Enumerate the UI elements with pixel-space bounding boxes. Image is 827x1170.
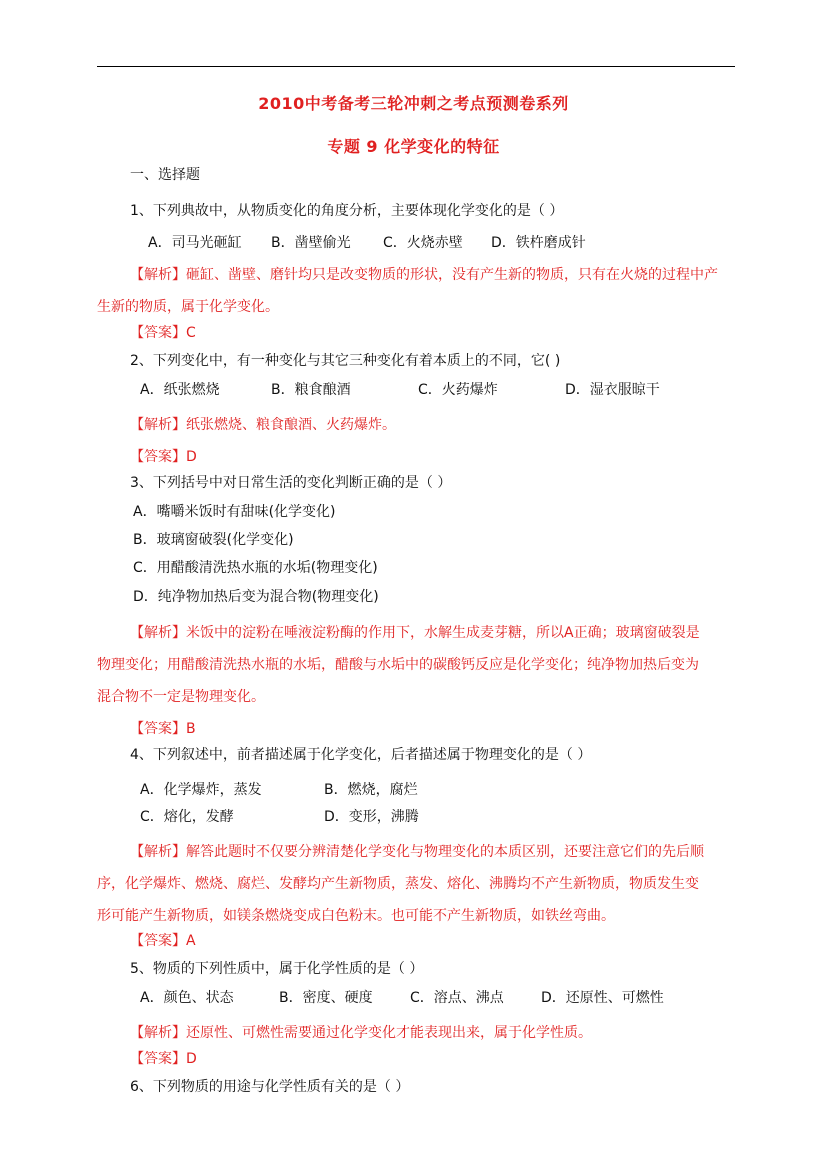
question-3-explanation-line-2: 物理变化；用醋酸清洗热水瓶的水垢，醋酸与水垢中的碳酸钙反应是化学变化；纯净物加热后变为 xyxy=(97,657,699,673)
question-4-option-c: C．熔化，发酵 xyxy=(140,809,234,825)
question-3-stem: 3、下列括号中对日常生活的变化判断正确的是（ ） xyxy=(130,475,452,491)
question-1-option-b: B．凿壁偷光 xyxy=(271,235,351,251)
document-title: 2010中考备考三轮冲刺之考点预测卷系列 xyxy=(258,94,569,113)
question-5-option-c: C．溶点、沸点 xyxy=(410,990,504,1006)
question-4-explanation-line-1: 【解析】解答此题时不仅要分辨清楚化学变化与物理变化的本质区别，还要注意它们的先后顺 xyxy=(130,844,704,860)
question-2-explanation: 【解析】纸张燃烧、粮食酿酒、火药爆炸。 xyxy=(130,417,396,433)
header-rule xyxy=(97,66,735,67)
answer-label: 【答案】 xyxy=(130,933,186,949)
question-1-option-a: A．司马光砸缸 xyxy=(148,235,242,251)
answer-value: D xyxy=(186,449,197,465)
question-5-explanation: 【解析】还原性、可燃性需要通过化学变化才能表现出来，属于化学性质。 xyxy=(130,1025,592,1041)
question-3-explanation-line-1: 【解析】米饭中的淀粉在唾液淀粉酶的作用下，水解生成麦芽糖，所以A正确；玻璃窗破裂是 xyxy=(130,625,700,641)
question-2-option-c: C．火药爆炸 xyxy=(418,382,498,398)
question-3-option-b: B．玻璃窗破裂(化学变化) xyxy=(133,532,294,548)
question-4-explanation-line-2: 序，化学爆炸、燃烧、腐烂、发酵均产生新物质，蒸发、熔化、沸腾均不产生新物质，物质发生变 xyxy=(97,876,699,892)
section-heading: 一、选择题 xyxy=(130,167,200,183)
question-5-option-d: D．还原性、可燃性 xyxy=(541,990,664,1006)
question-5-answer xyxy=(130,1049,197,1069)
question-2-stem: 2、下列变化中，有一种变化与其它三种变化有着本质上的不同，它( ) xyxy=(130,353,561,369)
answer-label: 【答案】 xyxy=(130,721,186,737)
question-1-explanation-line-2: 生新的物质，属于化学变化。 xyxy=(97,299,279,315)
answer-value: D xyxy=(186,1051,197,1067)
question-1-explanation-line-1: 【解析】砸缸、凿壁、磨针均只是改变物质的形状，没有产生新的物质，只有在火烧的过程中产 xyxy=(130,267,718,283)
answer-label: 【答案】 xyxy=(130,325,186,341)
question-1-option-c: C．火烧赤壁 xyxy=(383,235,463,251)
question-1-answer xyxy=(130,323,196,343)
question-5-stem: 5、物质的下列性质中，属于化学性质的是（ ） xyxy=(130,961,424,977)
document-subtitle: 专题 9 化学变化的特征 xyxy=(327,137,500,156)
answer-value: A xyxy=(186,933,196,949)
question-3-option-a: A．嘴嚼米饭时有甜味(化学变化) xyxy=(133,504,336,520)
question-2-option-b: B．粮食酿酒 xyxy=(271,382,351,398)
answer-label: 【答案】 xyxy=(130,449,186,465)
question-3-explanation-line-3: 混合物不一定是物理变化。 xyxy=(97,689,265,705)
answer-value: B xyxy=(186,721,196,737)
question-5-option-b: B．密度、硬度 xyxy=(279,990,373,1006)
question-4-option-a: A．化学爆炸，蒸发 xyxy=(140,782,262,798)
question-4-explanation-line-3: 形可能产生新物质，如镁条燃烧变成白色粉末。也可能不产生新物质，如铁丝弯曲。 xyxy=(97,908,615,924)
answer-value: C xyxy=(186,325,196,341)
question-4-option-d: D．变形，沸腾 xyxy=(324,809,419,825)
question-1-option-d: D．铁杵磨成针 xyxy=(491,235,586,251)
question-3-answer xyxy=(130,719,196,739)
question-2-option-d: D．湿衣服晾干 xyxy=(565,382,660,398)
question-2-answer xyxy=(130,447,197,467)
question-4-answer xyxy=(130,931,196,951)
question-4-option-b: B．燃烧，腐烂 xyxy=(324,782,418,798)
question-3-option-d: D．纯净物加热后变为混合物(物理变化) xyxy=(133,589,379,605)
question-6-stem: 6、下列物质的用途与化学性质有关的是（ ） xyxy=(130,1079,410,1095)
question-3-option-c: C．用醋酸清洗热水瓶的水垢(物理变化) xyxy=(133,560,378,576)
answer-label: 【答案】 xyxy=(130,1051,186,1067)
question-5-option-a: A．颜色、状态 xyxy=(140,990,234,1006)
question-1-stem: 1、下列典故中，从物质变化的角度分析，主要体现化学变化的是（ ） xyxy=(130,203,564,219)
question-4-stem: 4、下列叙述中，前者描述属于化学变化，后者描述属于物理变化的是（ ） xyxy=(130,747,592,763)
question-2-option-a: A．纸张燃烧 xyxy=(140,382,220,398)
